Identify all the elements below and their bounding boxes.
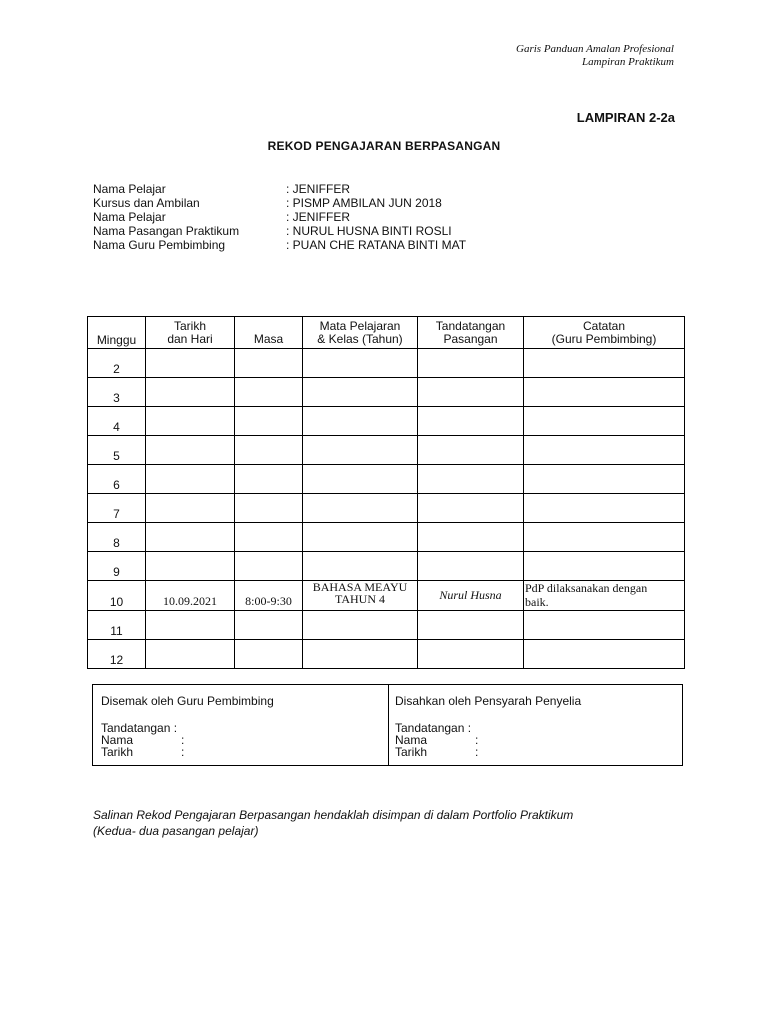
col-header-mata-pelajaran: Mata Pelajaran & Kelas (Tahun) [303, 317, 418, 349]
signature-cell[interactable] [418, 552, 524, 581]
info-row [93, 238, 466, 252]
table-row [88, 407, 685, 436]
week-cell: 5 [88, 436, 146, 465]
date-cell[interactable] [146, 436, 235, 465]
signature-cell[interactable] [418, 436, 524, 465]
time-cell[interactable] [235, 494, 303, 523]
subject-cell[interactable] [303, 349, 418, 378]
note-cell[interactable] [524, 465, 685, 494]
info-row [93, 182, 466, 196]
week-cell: 4 [88, 407, 146, 436]
subject-line-2: TAHUN 4 [334, 592, 386, 606]
subject-cell[interactable] [303, 436, 418, 465]
signature-cell[interactable] [418, 640, 524, 669]
appendix-code: LAMPIRAN 2-2a [576, 110, 675, 125]
subject-cell[interactable] [303, 407, 418, 436]
info-value: : JENIFFER [286, 182, 351, 196]
note-cell[interactable] [524, 523, 685, 552]
note-cell[interactable] [524, 611, 685, 640]
week-cell: 8 [88, 523, 146, 552]
note-cell[interactable] [524, 436, 685, 465]
time-cell[interactable] [235, 523, 303, 552]
info-label: Nama Pelajar [93, 182, 166, 196]
date-cell[interactable]: 10.09.2021 [146, 581, 235, 611]
signature-cell[interactable] [418, 349, 524, 378]
week-cell: 10 [88, 581, 146, 611]
table-row [88, 436, 685, 465]
week-cell: 6 [88, 465, 146, 494]
signature-cell[interactable] [418, 407, 524, 436]
table-row [88, 465, 685, 494]
info-label: Nama Guru Pembimbing [93, 238, 226, 252]
info-row [93, 210, 466, 224]
header-appendix-label: Lampiran Praktikum [582, 56, 674, 68]
teaching-record-table [87, 316, 685, 669]
signature-cell[interactable] [418, 465, 524, 494]
student-info [93, 182, 466, 252]
subject-cell[interactable] [303, 465, 418, 494]
date-cell[interactable] [146, 523, 235, 552]
time-cell[interactable] [235, 407, 303, 436]
time-cell[interactable] [235, 378, 303, 407]
col-header-masa: Masa [235, 317, 303, 349]
table-header-row [88, 317, 685, 349]
week-cell: 7 [88, 494, 146, 523]
header-guideline-title: Garis Panduan Amalan Profesional [516, 43, 674, 55]
signature-field[interactable]: Tandatangan : [395, 721, 472, 735]
footer-note-line-1: Salinan Rekod Pengajaran Berpasangan hendaklah disimpan di dalam Portfolio Praktikum [93, 808, 574, 822]
info-value: : NURUL HUSNA BINTI ROSLI [286, 224, 452, 238]
approval-box [92, 684, 683, 766]
col-header-tandatangan: Tandatangan Pasangan [418, 317, 524, 349]
subject-cell[interactable] [303, 494, 418, 523]
info-label: Nama Pasangan Praktikum [93, 224, 240, 238]
date-cell[interactable] [146, 640, 235, 669]
table-row [88, 640, 685, 669]
table-row [88, 523, 685, 552]
table-row [88, 494, 685, 523]
week-cell: 9 [88, 552, 146, 581]
note-cell[interactable] [524, 640, 685, 669]
info-label: Kursus dan Ambilan [93, 196, 200, 210]
footer-note [93, 807, 573, 839]
date-field[interactable]: Tarikh : [101, 745, 185, 759]
date-cell[interactable] [146, 552, 235, 581]
date-field[interactable]: Tarikh : [395, 745, 479, 759]
col-header-catatan: Catatan (Guru Pembimbing) [524, 317, 685, 349]
date-cell[interactable] [146, 378, 235, 407]
table-row [88, 349, 685, 378]
reviewed-by-mentor [93, 685, 388, 765]
col-header-minggu: Minggu [88, 317, 146, 349]
week-cell: 12 [88, 640, 146, 669]
note-cell[interactable] [524, 378, 685, 407]
info-label: Nama Pelajar [93, 210, 166, 224]
subject-cell[interactable] [303, 640, 418, 669]
info-value: : JENIFFER [286, 210, 351, 224]
week-cell: 2 [88, 349, 146, 378]
subject-cell[interactable] [303, 378, 418, 407]
date-cell[interactable] [146, 494, 235, 523]
note-line-1: PdP dilaksanakan dengan [525, 581, 648, 595]
signature-cell[interactable] [418, 611, 524, 640]
name-field[interactable]: Nama : [101, 733, 185, 747]
table-row [88, 378, 685, 407]
signature-field[interactable]: Tandatangan : [101, 721, 178, 735]
signature-cell[interactable]: Nurul Husna [418, 581, 524, 611]
info-value: : PUAN CHE RATANA BINTI MAT [286, 238, 467, 252]
subject-cell[interactable] [303, 523, 418, 552]
time-cell[interactable] [235, 465, 303, 494]
subject-line-1: BAHASA MEAYU [312, 580, 408, 594]
signature-cell[interactable] [418, 378, 524, 407]
subject-cell[interactable] [303, 611, 418, 640]
time-cell[interactable] [235, 436, 303, 465]
table-row [88, 581, 685, 611]
date-cell[interactable] [146, 407, 235, 436]
table-row [88, 611, 685, 640]
table-row [88, 552, 685, 581]
footer-note-line-2: (Kedua- dua pasangan pelajar) [93, 824, 259, 838]
date-cell[interactable] [146, 349, 235, 378]
info-row [93, 224, 466, 238]
note-cell[interactable] [524, 349, 685, 378]
info-row [93, 196, 466, 210]
note-cell[interactable] [524, 494, 685, 523]
time-cell[interactable] [235, 349, 303, 378]
signature-cell[interactable] [418, 523, 524, 552]
week-cell: 3 [88, 378, 146, 407]
col-header-tarikh: Tarikh dan Hari [146, 317, 235, 349]
approval-heading: Disahkan oleh Pensyarah Penyelia [395, 694, 582, 708]
time-cell[interactable] [235, 552, 303, 581]
time-cell[interactable]: 8:00-9:30 [235, 581, 303, 611]
note-cell[interactable] [524, 407, 685, 436]
note-cell[interactable] [524, 581, 685, 611]
date-cell[interactable] [146, 611, 235, 640]
name-field[interactable]: Nama : [395, 733, 479, 747]
subject-cell[interactable] [303, 581, 418, 611]
week-cell: 11 [88, 611, 146, 640]
note-line-2: baik. [525, 595, 549, 609]
signature-cell[interactable] [418, 494, 524, 523]
info-value: : PISMP AMBILAN JUN 2018 [286, 196, 442, 210]
approved-by-supervisor [388, 685, 682, 765]
subject-cell[interactable] [303, 552, 418, 581]
document-title: REKOD PENGAJARAN BERPASANGAN [267, 139, 501, 153]
approval-heading: Disemak oleh Guru Pembimbing [101, 694, 274, 708]
time-cell[interactable] [235, 640, 303, 669]
note-cell[interactable] [524, 552, 685, 581]
time-cell[interactable] [235, 611, 303, 640]
date-cell[interactable] [146, 465, 235, 494]
